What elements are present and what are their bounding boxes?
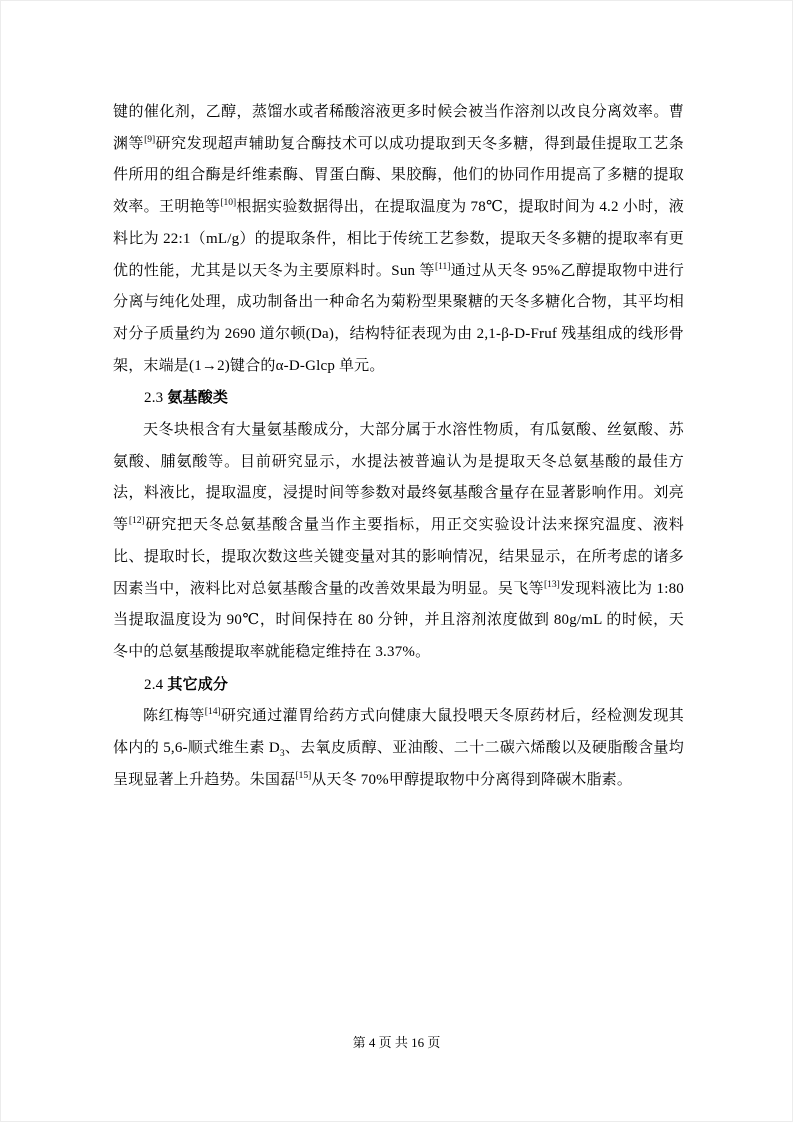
citation-ref: [10] <box>220 198 237 209</box>
section-heading-2-4-other-components <box>113 669 684 702</box>
text-run: 研究通过灌胃给药方式向健康大鼠投喂天冬原药材后，经检测发现其体内的 5,6-顺式维生素 D <box>113 708 684 757</box>
text-run: 通过从天冬 95%乙醇提取物中进行分离与纯化处理，成功制备出一种命名为菊粉型果聚糖的天冬多糖化合物，其平均相对分子质量约为 2690 道尔顿(Da)，结构特征表现为由 2,1-β-D-Fruf 残基组成的线形骨架，末端是(1→2)键合的α-D-Glcp 单元。 <box>113 262 684 374</box>
citation-ref: [11] <box>434 261 451 272</box>
citation-ref: [9] <box>144 134 156 145</box>
text-run: 研究把天冬总氨基酸含量当作主要指标，用正交实验设计法来探究温度、液料比、提取时长，提取次数这些关键变量对其的影响情况，结果显示，在所考虑的诸多因素当中，液料比对总氨基酸含量的改善效果最为明显。吴飞等 <box>113 517 685 597</box>
text-run: 陈红梅等 <box>143 708 205 725</box>
text-run: 2.3 <box>144 390 168 407</box>
paragraph-polysaccharide-extraction <box>113 97 684 382</box>
citation-ref: [15] <box>295 770 312 781</box>
page-number-text: 第 4 页 共 16 页 <box>352 1035 441 1050</box>
citation-ref: [14] <box>204 707 221 718</box>
text-run: 研究发现超声辅助复合酶技术可以成功提取到天冬多糖，得到最佳提取工艺条件所用的组合酶是纤维素酶、胃蛋白酶、果胶酶，他们的协同作用提高了多糖的提取效率。王明艳等 <box>113 135 684 216</box>
paragraph-amino-acid-extraction <box>113 415 684 669</box>
text-run: 发现料液比为 1:80 当提取温度设为 90℃，时间保持在 80 分钟，并且溶剂浓度做到 80g/mL 的时候，天冬中的总氨基酸提取率就能稳定维持在 3.37%。 <box>113 580 684 660</box>
text-run: 2.4 <box>144 676 168 693</box>
page-footer <box>1 1033 792 1053</box>
text-run: 根据实验数据得出，在提取温度为 78℃，提取时间为 4.2 小时，液料比为 22:1（mL/g）的提取条件，相比于传统工艺参数，提取天冬多糖的提取率有更优的性能，尤其是以天冬为主要原料时。Sun 等 <box>113 199 684 279</box>
text-run: 天冬块根含有大量氨基酸成分，大部分属于水溶性物质，有瓜氨酸、丝氨酸、苏氨酸、脯氨酸等。目前研究显示，水提法被普遍认为是提取天冬总氨基酸的最佳方法，料液比，提取温度，浸提时间等参数对最终氨基酸含量存在显著影响作用。刘亮等 <box>113 422 684 534</box>
text-run: 、去氧皮质醇、亚油酸、二十二碳六烯酸以及硬脂酸含量均呈现显著上升趋势。朱国磊 <box>113 740 684 788</box>
text-run: 键的催化剂，乙醇，蒸馏水或者稀酸溶液更多时候会被当作溶剂以改良分离效率。曹渊等 <box>113 104 684 152</box>
text-run: 从天冬 70%甲醇提取物中分离得到降碳木脂素。 <box>311 771 633 788</box>
text-run: 氨基酸类 <box>167 389 229 407</box>
paragraph-other-components <box>113 701 684 796</box>
subscript-text: 3 <box>279 749 285 760</box>
section-heading-2-3-amino-acids <box>113 382 684 415</box>
citation-ref: [12] <box>128 516 145 527</box>
citation-ref: [13] <box>544 579 560 590</box>
document-body <box>113 97 684 796</box>
text-run: 其它成分 <box>167 675 229 693</box>
